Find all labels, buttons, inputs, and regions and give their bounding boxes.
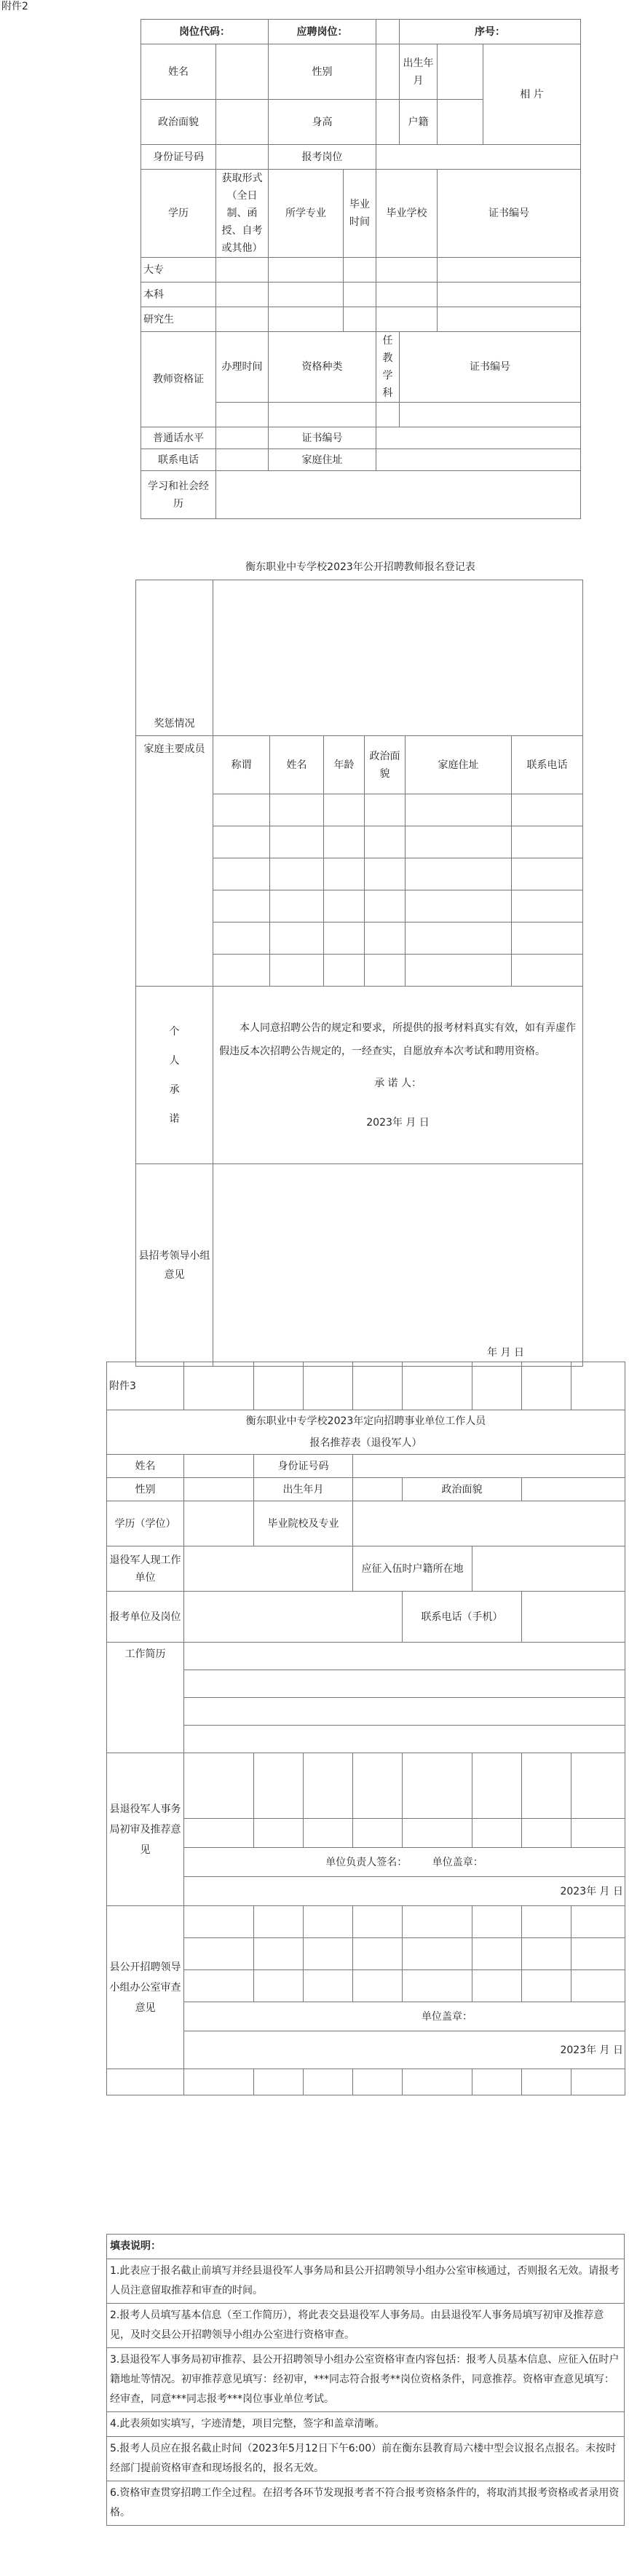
v-work-history-row[interactable] xyxy=(184,1643,625,1670)
instruction-item: 4.此表须如实填写，字迹清楚，项目完整，签字和盖章清晰。 xyxy=(106,2412,625,2437)
relation-header: 称谓 xyxy=(213,736,270,794)
home-address-value[interactable] xyxy=(376,449,581,471)
v-birth-label: 出生年月 xyxy=(254,1478,353,1501)
graduate-major[interactable] xyxy=(269,307,344,332)
pledge-label: 个人承诺 xyxy=(136,987,213,1164)
cert-no2-value[interactable] xyxy=(400,403,581,427)
college-form[interactable] xyxy=(216,258,269,283)
resume-label: 学习和社会经历 xyxy=(141,471,216,519)
veteran-title-line1: 衡东职业中专学校2023年定向招聘事业单位工作人员 xyxy=(245,1415,486,1427)
v-id-label: 身份证号码 xyxy=(254,1455,353,1478)
college-label: 大专 xyxy=(141,258,216,283)
mandarin-value[interactable] xyxy=(216,427,269,449)
post-code-label: 岗位代码： xyxy=(141,20,269,44)
attachment3-label: 附件3 xyxy=(107,1362,184,1410)
leader-opinion-label: 县招考领导小组意见 xyxy=(136,1164,213,1367)
fam-political-header: 政治面貌 xyxy=(365,736,406,794)
cell[interactable] xyxy=(406,858,512,890)
v-political-label: 政治面貌 xyxy=(403,1478,522,1501)
resume-value[interactable] xyxy=(216,471,581,519)
applied-post-label: 应聘岗位： xyxy=(269,20,376,44)
v-gender-label: 性别 xyxy=(107,1478,184,1501)
cell[interactable] xyxy=(324,955,365,987)
v-work-history-row[interactable] xyxy=(184,1698,625,1726)
bachelor-form[interactable] xyxy=(216,283,269,307)
cert-type-label: 资格种类 xyxy=(269,332,376,403)
v-seal-label: 单位盖章： xyxy=(432,1856,483,1868)
v-degree-label: 学历（学位） xyxy=(107,1501,184,1546)
fam-phone-header: 联系电话 xyxy=(512,736,583,794)
teacher-cert-label: 教师资格证 xyxy=(141,332,216,427)
registration-table-top xyxy=(141,19,581,519)
college-time[interactable] xyxy=(344,258,376,283)
fill-instructions xyxy=(106,2234,625,2526)
cell[interactable] xyxy=(213,858,270,890)
major-label: 所学专业 xyxy=(269,170,344,258)
serial-no-label: 序号： xyxy=(400,20,581,44)
cell[interactable] xyxy=(512,826,583,858)
issue-time-value[interactable] xyxy=(216,403,269,427)
hukou-label: 户籍 xyxy=(400,100,438,145)
grad-school-label: 毕业学校 xyxy=(376,170,438,258)
applied-post-value[interactable] xyxy=(376,20,400,44)
v-unit-label: 退役军人现工作单位 xyxy=(107,1546,184,1592)
subject-value[interactable] xyxy=(376,403,400,427)
cell[interactable] xyxy=(324,922,365,955)
family-label: 家庭主要成员 xyxy=(136,736,213,987)
cert-no-label: 证书编号 xyxy=(438,170,581,258)
veteran-title-line2: 报名推荐表（退役军人） xyxy=(309,1437,422,1449)
v-political-value[interactable] xyxy=(522,1478,625,1501)
v-phone-value[interactable] xyxy=(522,1592,625,1643)
v-work-history-row[interactable] xyxy=(184,1726,625,1753)
college-cert[interactable] xyxy=(438,258,581,283)
college-major[interactable] xyxy=(269,258,344,283)
bachelor-cert[interactable] xyxy=(438,283,581,307)
bachelor-time[interactable] xyxy=(344,283,376,307)
v-hukou-value[interactable] xyxy=(472,1546,625,1592)
cell[interactable] xyxy=(324,794,365,826)
gender-label: 性别 xyxy=(269,44,376,100)
cell[interactable] xyxy=(365,922,406,955)
v-name-label: 姓名 xyxy=(107,1455,184,1478)
fam-name-header: 姓名 xyxy=(270,736,324,794)
rewards-value[interactable] xyxy=(213,580,583,736)
registration-form-title: 衡东职业中专学校2023年公开招聘教师报名登记表 xyxy=(245,561,475,573)
cell[interactable] xyxy=(406,826,512,858)
cell[interactable] xyxy=(213,922,270,955)
graduate-school[interactable] xyxy=(376,307,438,332)
cell[interactable] xyxy=(512,922,583,955)
graduate-label: 研究生 xyxy=(141,307,216,332)
graduate-time[interactable] xyxy=(344,307,376,332)
instructions-heading: 填表说明： xyxy=(106,2234,625,2259)
v-date1: 2023年 月 日 xyxy=(184,1877,625,1906)
mandarin-label: 普通话水平 xyxy=(141,427,216,449)
name-label: 姓名 xyxy=(141,44,216,100)
cell[interactable] xyxy=(365,794,406,826)
id-number-label: 身份证号码 xyxy=(141,145,216,170)
cell[interactable] xyxy=(270,858,324,890)
college-school[interactable] xyxy=(376,258,438,283)
attachment-label: 附件2 xyxy=(1,1,28,12)
pledge-text: 本人同意招聘公告的规定和要求，所提供的报考材料真实有效，如有弄虚作假违反本次招聘公告规定的，一经查实，自愿放弃本次考试和聘用资格。 xyxy=(219,1022,576,1057)
political-value[interactable] xyxy=(216,100,269,145)
v-bureau-label: 县退役军人事务局初审及推荐意见 xyxy=(107,1753,184,1906)
cell[interactable] xyxy=(512,955,583,987)
height-value[interactable] xyxy=(376,100,400,145)
cell[interactable] xyxy=(213,890,270,922)
gender-value[interactable] xyxy=(376,44,400,100)
veteran-form-title xyxy=(107,1410,625,1455)
graduate-form[interactable] xyxy=(216,307,269,332)
cell[interactable] xyxy=(406,922,512,955)
cell[interactable] xyxy=(270,955,324,987)
cell[interactable] xyxy=(270,890,324,922)
graduate-cert[interactable] xyxy=(438,307,581,332)
cell[interactable] xyxy=(365,890,406,922)
v-id-value[interactable] xyxy=(353,1455,625,1478)
v-signature-label: 单位负责人签名： xyxy=(325,1856,408,1868)
pledge-date: 2023年 月 日 xyxy=(366,1116,430,1129)
cell[interactable] xyxy=(213,826,270,858)
cell[interactable] xyxy=(406,794,512,826)
cell[interactable] xyxy=(270,826,324,858)
cell[interactable] xyxy=(365,826,406,858)
v-apply-unit-value[interactable] xyxy=(184,1592,403,1643)
v-work-history-row[interactable] xyxy=(184,1670,625,1698)
birth-label: 出生年月 xyxy=(400,44,438,100)
v-birth-value[interactable] xyxy=(353,1478,403,1501)
cell[interactable] xyxy=(213,955,270,987)
bachelor-label: 本科 xyxy=(141,283,216,307)
name-value[interactable] xyxy=(216,44,269,100)
v-office-label: 县公开招聘领导小组办公室审查意见 xyxy=(107,1906,184,2069)
cell[interactable] xyxy=(324,890,365,922)
grad-time-label: 毕业时间 xyxy=(344,170,376,258)
rewards-label: 奖惩情况 xyxy=(136,580,213,736)
cert-type-value[interactable] xyxy=(269,403,376,427)
instruction-item: 3.县退役军人事务局初审推荐、县公开招聘领导小组办公室资格审查内容包括：报考人员基本信息、应征入伍时户籍地址等情况。初审推荐意见填写：经初审，***同志符合报考**岗位资格条件，同意推荐。资格审查意见填写：经审查，同意***同志报考***岗位事业单位考试。 xyxy=(106,2348,625,2412)
cert-no3-value[interactable] xyxy=(376,427,581,449)
applied-position-value[interactable] xyxy=(376,145,581,170)
registration-table-bottom xyxy=(135,580,583,1367)
cell[interactable] xyxy=(270,922,324,955)
v-work-history-label: 工作简历 xyxy=(107,1643,184,1753)
v-signature-row xyxy=(184,1848,625,1877)
phone-label: 联系电话 xyxy=(141,449,216,471)
v-date2: 2023年 月 日 xyxy=(184,2031,625,2069)
instruction-item: 6.资格审查贯穿招聘工作全过程。在招考各环节发现报考者不符合报考资格条件的，将取消其报考资格或者录用资格。 xyxy=(106,2481,625,2526)
phone-value[interactable] xyxy=(216,449,269,471)
pledge-cell xyxy=(213,987,583,1164)
instruction-item: 2.报考人员填写基本信息（至工作简历），将此表交县退役军人事务局。由县退役军人事务局填写初审及推荐意见，及时交县公开招聘领导小组办公室进行资格审查。 xyxy=(106,2304,625,2348)
leader-date: 年 月 日 xyxy=(487,1347,525,1359)
fam-address-header: 家庭住址 xyxy=(406,736,512,794)
cert-no3-label: 证书编号 xyxy=(269,427,376,449)
instruction-item: 1.此表应于报名截止前填写并经县退役军人事务局和县公开招聘领导小组办公室审核通过，否则报名无效。请报考人员注意留取推荐和审查的时间。 xyxy=(106,2259,625,2304)
cell[interactable] xyxy=(512,858,583,890)
hukou-value[interactable] xyxy=(438,100,483,145)
cell[interactable] xyxy=(406,955,512,987)
v-school-label: 毕业院校及专业 xyxy=(254,1501,353,1546)
birth-value[interactable] xyxy=(438,44,483,100)
home-address-label: 家庭住址 xyxy=(269,449,376,471)
v-unit-value[interactable] xyxy=(184,1546,353,1592)
v-apply-unit-label: 报考单位及岗位 xyxy=(107,1592,184,1643)
cell[interactable] xyxy=(213,794,270,826)
teaching-subject-label: 任教学科 xyxy=(376,332,400,403)
cell[interactable] xyxy=(324,826,365,858)
pledger-label: 承 诺 人： xyxy=(374,1077,422,1089)
v-phone-label: 联系电话（手机） xyxy=(403,1592,522,1643)
cell[interactable] xyxy=(270,794,324,826)
v-seal2-label: 单位盖章： xyxy=(184,2002,625,2031)
cell[interactable] xyxy=(406,890,512,922)
leader-opinion-cell[interactable] xyxy=(213,1164,583,1367)
age-header: 年龄 xyxy=(324,736,365,794)
id-number-value[interactable] xyxy=(216,145,269,170)
photo-box: 相 片 xyxy=(483,44,581,145)
v-degree-value[interactable] xyxy=(184,1501,254,1546)
v-school-value[interactable] xyxy=(353,1501,625,1546)
education-label: 学历 xyxy=(141,170,216,258)
instruction-item: 5.报考人员应在报名截止时间（2023年5月12日下午6:00）前在衡东县教育局六楼中型会议报名点报名。未按时经部门提前资格审查和现场报名的，报名无效。 xyxy=(106,2437,625,2481)
bachelor-school[interactable] xyxy=(376,283,438,307)
v-name-value[interactable] xyxy=(184,1455,254,1478)
cert-no2-label: 证书编号 xyxy=(400,332,581,403)
cell[interactable] xyxy=(512,890,583,922)
v-gender-value[interactable] xyxy=(184,1478,254,1501)
veteran-recommendation-table xyxy=(106,1362,625,2095)
cell[interactable] xyxy=(324,858,365,890)
cell[interactable] xyxy=(512,794,583,826)
study-form-label: 获取形式（全日制、函授、自考或其他） xyxy=(216,170,269,258)
issue-time-label: 办理时间 xyxy=(216,332,269,403)
cell[interactable] xyxy=(365,858,406,890)
bachelor-major[interactable] xyxy=(269,283,344,307)
v-hukou-label: 应征入伍时户籍所在地 xyxy=(353,1546,472,1592)
cell[interactable] xyxy=(365,955,406,987)
political-label: 政治面貌 xyxy=(141,100,216,145)
applied-position-label: 报考岗位 xyxy=(269,145,376,170)
height-label: 身高 xyxy=(269,100,376,145)
